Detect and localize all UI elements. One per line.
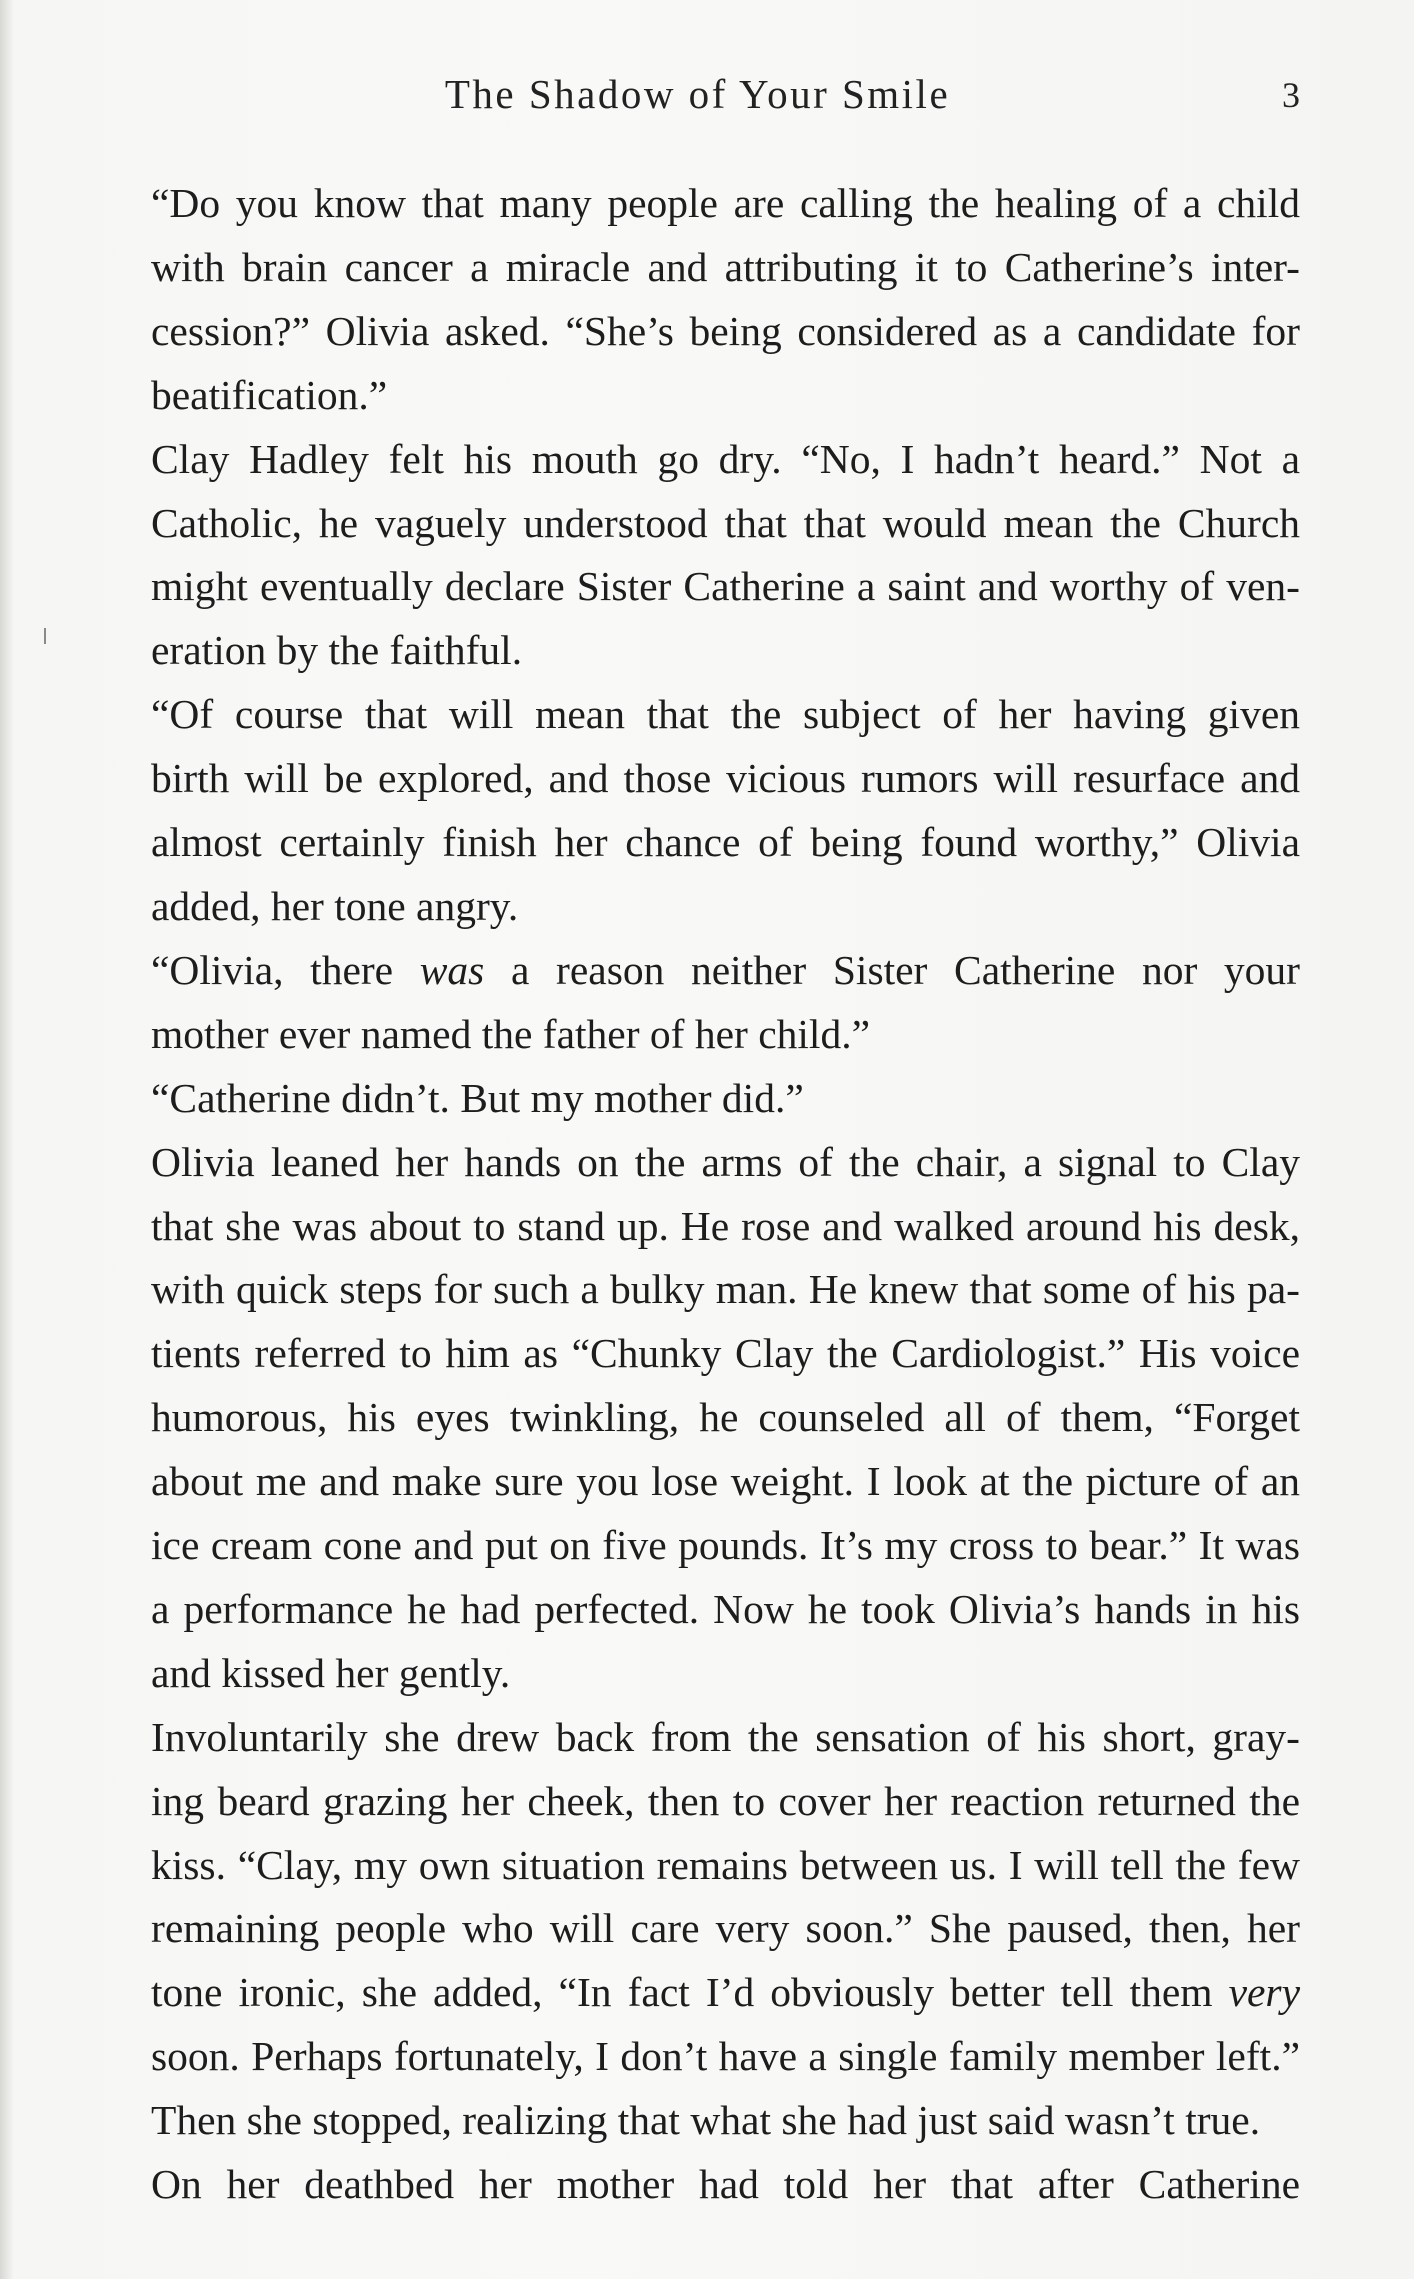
text-line: ice cream cone and put on five pounds. It’s my cross to bear.” It was [151, 1522, 1300, 1569]
page-number: 3 [1282, 75, 1300, 115]
page-gutter-shadow [0, 0, 14, 2279]
paragraph [95, 1067, 1300, 1131]
emphasis: was [419, 946, 485, 993]
text-line: soon. Perhaps fortunately, I don’t have a single family member left.” [151, 2033, 1300, 2080]
text-line: mother ever named the father of her child.” [151, 1010, 870, 1057]
page-header [95, 70, 1300, 130]
text-line: remaining people who will care very soon.” She paused, then, her [151, 1905, 1300, 1952]
body-text [95, 172, 1300, 2217]
text-line: “Catherine didn’t. But my mother did.” [151, 1074, 804, 1121]
text-line: Clay Hadley felt his mouth go dry. “No, I hadn’t heard.” Not a [151, 435, 1300, 482]
text-line: tients referred to him as “Chunky Clay the Cardiologist.” His voice [151, 1330, 1300, 1377]
text-segment: a reason neither Sister Catherine nor your [484, 946, 1301, 993]
text-line: beatification.” [151, 371, 388, 418]
text-line: ing beard grazing her cheek, then to cover her reaction returned the [151, 1777, 1300, 1824]
text-line: almost certainly finish her chance of being found worthy,” Olivia [151, 819, 1300, 866]
running-title: The Shadow of Your Smile [444, 71, 951, 117]
text-line: birth will be explored, and those vicious rumors will resurface and [151, 755, 1300, 802]
text-segment: “Olivia, there [151, 946, 420, 993]
text-line [95, 939, 1300, 1003]
text-line: “Of course that will mean that the subject of her having given [151, 691, 1300, 738]
text-line: might eventually declare Sister Catherine a saint and worthy of ven- [151, 563, 1300, 610]
margin-mark [44, 628, 46, 644]
text-line: eration by the faithful. [151, 627, 523, 674]
text-line: kiss. “Clay, my own situation remains between us. I will tell the few [151, 1841, 1300, 1888]
text-line: “Do you know that many people are calling the healing of a child [151, 180, 1300, 226]
text-line: humorous, his eyes twinkling, he counseled all of them, “Forget [151, 1394, 1300, 1441]
paragraph [95, 939, 1300, 1067]
text-line: and kissed her gently. [151, 1649, 511, 1696]
paragraph [95, 172, 1300, 428]
text-line: Involuntarily she drew back from the sensation of his short, gray- [151, 1713, 1300, 1760]
text-line: with brain cancer a miracle and attributing it to Catherine’s inter- [151, 243, 1300, 290]
text-line: cession?” Olivia asked. “She’s being considered as a candidate for [151, 307, 1300, 354]
text-line: added, her tone angry. [151, 882, 519, 929]
text-line [95, 1961, 1300, 2025]
text-line: about me and make sure you lose weight. I look at the picture of an [151, 1458, 1300, 1505]
text-line: Then she stopped, realizing that what she had just said wasn’t true. [151, 2097, 1261, 2144]
paragraph [95, 1706, 1300, 2153]
emphasis: very [1228, 1969, 1300, 2016]
text-line: On her deathbed her mother had told her that after Catherine [151, 2161, 1300, 2208]
text-line: with quick steps for such a bulky man. He knew that some of his pa- [151, 1266, 1300, 1313]
paragraph [95, 1131, 1300, 1706]
paragraph [95, 683, 1300, 939]
text-line: Olivia leaned her hands on the arms of the chair, a signal to Clay [151, 1138, 1300, 1185]
paragraph [95, 428, 1300, 684]
text-line: Catholic, he vaguely understood that that would mean the Church [151, 499, 1300, 546]
text-line: that she was about to stand up. He rose and walked around his desk, [151, 1202, 1300, 1249]
text-line: a performance he had perfected. Now he took Olivia’s hands in his [151, 1585, 1300, 1632]
paragraph [95, 2153, 1300, 2217]
text-segment: tone ironic, she added, “In fact I’d obviously better tell them [151, 1969, 1229, 2016]
